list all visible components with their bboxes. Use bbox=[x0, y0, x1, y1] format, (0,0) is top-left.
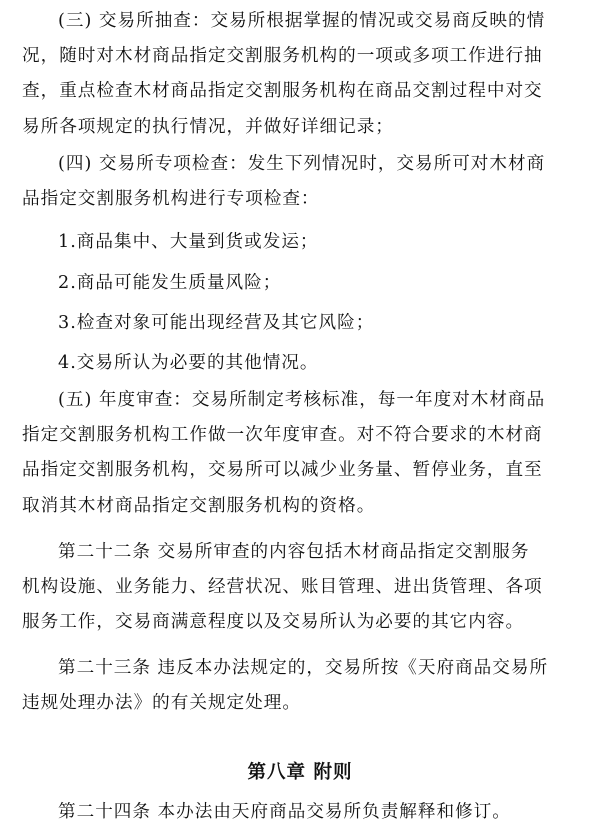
text-line: 第二十二条 交易所审查的内容包括木材商品指定交割服务 bbox=[58, 542, 530, 562]
inspection-conditions-list bbox=[22, 266, 582, 301]
text-line: 易所各项规定的执行情况，并做好详细记录； bbox=[22, 116, 394, 137]
list-item: 4.交易所认为必要的其他情况。 bbox=[58, 353, 319, 373]
article-22 bbox=[22, 535, 582, 641]
inspection-conditions-list bbox=[22, 306, 582, 341]
text-line: 查，重点检查木材商品指定交割服务机构在商品交割过程中对交 bbox=[22, 81, 543, 102]
text-line: 况，随时对木材商品指定交割服务机构的一项或多项工作进行抽 bbox=[22, 46, 543, 67]
list-item: 1.商品集中、大量到货或发运； bbox=[58, 232, 319, 252]
text-line: 服务工作，交易商满意程度以及交易所认为必要的其它内容。 bbox=[22, 612, 525, 633]
section-special-inspection bbox=[22, 147, 582, 217]
text-line: (三) 交易所抽查：交易所根据掌握的情况或交易商反映的情 bbox=[58, 11, 546, 31]
text-line: 机构设施、业务能力、经营状况、账目管理、进出货管理、各项 bbox=[22, 577, 543, 598]
text-line: 第二十四条 本办法由天府商品交易所负责解释和修订。 bbox=[58, 802, 511, 822]
list-item: 3.检查对象可能出现经营及其它风险； bbox=[58, 313, 375, 333]
text-line: 指定交割服务机构工作做一次年度审查。对不符合要求的木材商 bbox=[22, 425, 543, 446]
text-line: 品指定交割服务机构，交易所可以减少业务量、暂停业务，直至 bbox=[22, 460, 543, 481]
article-23 bbox=[22, 651, 582, 721]
text-line: 第二十三条 违反本办法规定的，交易所按《天府商品交易所 bbox=[58, 658, 549, 678]
section-spot-check bbox=[22, 4, 582, 145]
inspection-conditions-list bbox=[22, 225, 582, 260]
chapter-heading: 第八章 附则 bbox=[247, 762, 353, 783]
text-line: (四) 交易所专项检查：发生下列情况时，交易所可对木材商 bbox=[58, 154, 546, 174]
section-annual-review bbox=[22, 383, 582, 524]
text-line: (五) 年度审查：交易所制定考核标准，每一年度对木材商品 bbox=[58, 390, 546, 410]
text-line: 违规处理办法》的有关规定处理。 bbox=[22, 693, 301, 714]
inspection-conditions-list bbox=[22, 346, 582, 381]
text-line: 品指定交割服务机构进行专项检查： bbox=[22, 189, 320, 210]
article-24 bbox=[22, 795, 582, 830]
text-line: 取消其木材商品指定交割服务机构的资格。 bbox=[22, 495, 376, 516]
list-item: 2.商品可能发生质量风险； bbox=[58, 273, 282, 293]
